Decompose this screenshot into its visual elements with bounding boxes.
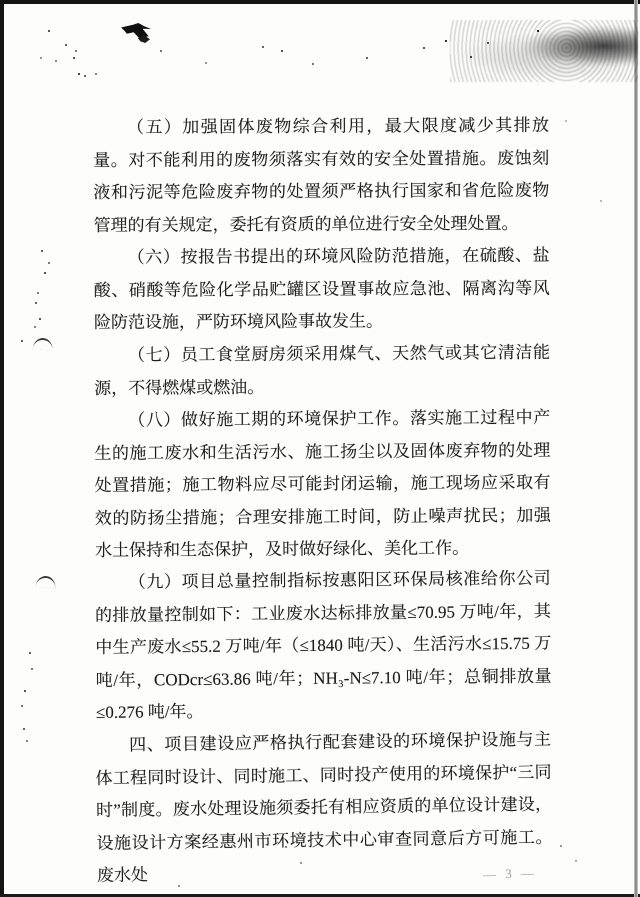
scan-speckle-field (0, 0, 2, 2)
scan-smudge-top-right (450, 20, 638, 82)
scan-arc-mark-upper (33, 337, 54, 350)
paragraph-item-6: （六）按报告书提出的环境风险防范措施，在硫酸、盐酸、硝酸等危险化学品贮罐区设置事故应急池、隔离沟等风险防范设施，严防环境风险事故发生。 (93, 245, 550, 332)
scan-edge-top (0, 0, 640, 4)
paragraph-item-7: （七）员工食堂厨房须采用煤气、天然气或其它清洁能源，不得燃煤或燃油。 (94, 342, 551, 397)
paragraph-item-8: （八）做好施工期的环境保护工作。落实施工过程中产生的施工废水和生活污水、施工扬尘以及固体废弃物的处理处置措施；施工物料应尽可能封闭运输，施工现场应采取有效的防扬尘措施；合理安排施工时间，防止噪声扰民；加强水土保持和生态保护，及时做好绿化、美化工作。 (94, 407, 551, 560)
scan-arc-mark-lower (35, 575, 56, 589)
scan-edge-left (0, 0, 4, 897)
document-text-block (93, 110, 552, 892)
paragraph-section-4: 四、项目建设应严格执行配套建设的环境保护设施与主体工程同时设计、同时施工、同时投产使用的环境保护“三同时”制度。废水处理设施须委托有相应资质的单位设计建设，设施设计方案经惠州市环境技术中心审查同意后方可施工。废水处 (95, 729, 553, 885)
paragraph-item-5: （五）加强固体废物综合利用，最大限度减少其排放量。对不能利用的废物须落实有效的安全处置措施。废蚀刻液和污泥等危险废弃物的处置须严格执行国家和省危险废物管理的有关规定，委托有资质的单位进行安全处理处置。 (93, 115, 550, 235)
page-number: — 3 — (482, 865, 538, 882)
scan-edge-right-line (634, 0, 638, 897)
scan-blob-top-left (121, 23, 151, 38)
paragraph-item-9: （九）项目总量控制指标按惠阳区环保局核准给你公司的排放量控制如下：工业废水达标排放量≤70.95 万吨/年，其中生产废水≤55.2 万吨/年（≤1840 吨/天）、生活污水≤15.75 万吨/年，CODcr≤63.86 吨/年；NH₃-N≤7.10 吨/年；总铜排放量≤0.276 吨/年。 (94, 568, 552, 722)
